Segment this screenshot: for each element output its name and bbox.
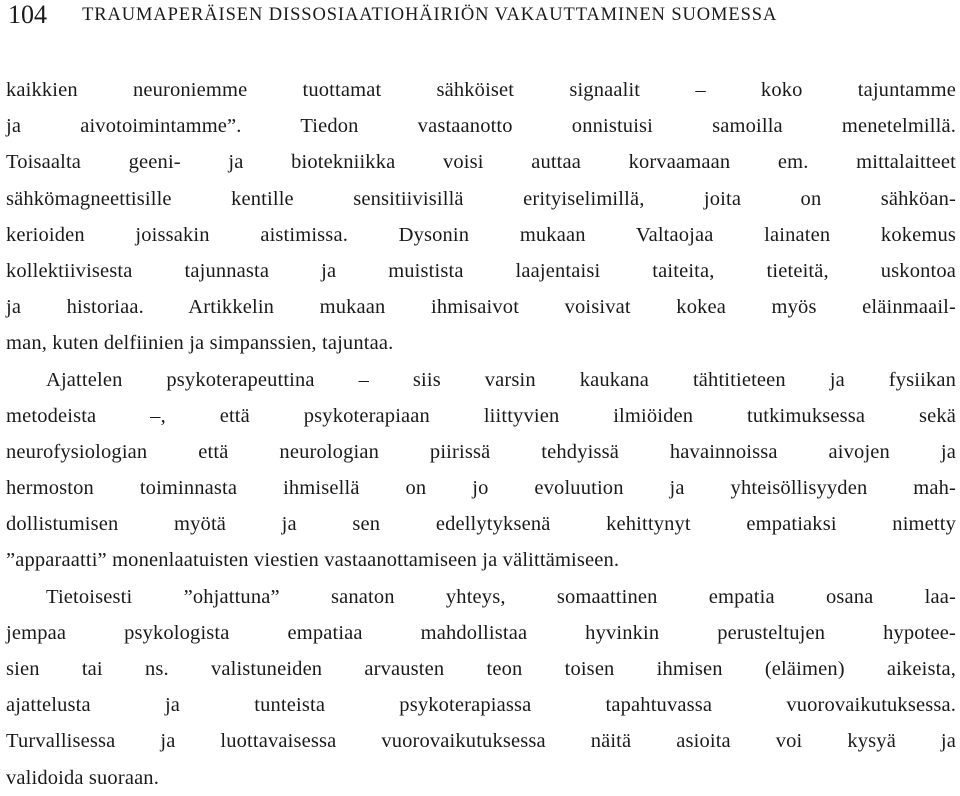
text-line: Toisaalta geeni- ja biotekniikka voisi auttaa korvaamaan em. mittalaitteet xyxy=(6,151,956,174)
text-line: jempaa psykologista empatiaa mahdollistaa hyvinkin perusteltujen hypotee- xyxy=(6,621,956,644)
text-line: kollektiivisesta tajunnasta ja muistista laajentaisi taiteita, tieteitä, uskontoa xyxy=(6,259,956,282)
text-line: kerioiden joissakin aistimissa. Dysonin mukaan Valtaojaa lainaten kokemus xyxy=(6,223,956,246)
text-line: ”apparaatti” monenlaatuisten viestien vastaanottamiseen ja välittämiseen. xyxy=(6,549,620,572)
text-line: ajattelusta ja tunteista psykoterapiassa tapahtuvassa vuorovaikutuksessa. xyxy=(6,694,956,717)
running-title: TRAUMAPERÄISEN DISSOSIAATIOHÄIRIÖN VAKAUTTAMINEN SUOMESSA xyxy=(82,5,778,25)
text-line: kaikkien neuroniemme tuottamat sähköiset signaalit – koko tajuntamme xyxy=(6,79,956,101)
text-line: sähkömagneettisille kentille sensitiivisillä erityiselimillä, joita on sähköan- xyxy=(6,187,956,210)
text-line: man, kuten delfiinien ja simpanssien, tajuntaa. xyxy=(6,332,394,355)
text-line: sien tai ns. valistuneiden arvausten teon toisen ihmisen (eläimen) aikeista, xyxy=(6,658,956,680)
running-head xyxy=(8,0,777,30)
text-line: Tietoisesti ”ohjattuna” sanaton yhteys, somaattinen empatia osana laa- xyxy=(46,585,956,608)
text-line: validoida suoraan. xyxy=(6,766,159,789)
text-line: ja historiaa. Artikkelin mukaan ihmisaivot voisivat kokea myös eläinmaail- xyxy=(6,296,956,319)
text-line: metodeista –, että psykoterapiaan liittyvien ilmiöiden tutkimuksessa sekä xyxy=(6,404,956,427)
body-text xyxy=(6,72,956,796)
text-line: ja aivotoimintamme”. Tiedon vastaanotto onnistuisi samoilla menetelmillä. xyxy=(6,115,956,138)
text-line: dollistumisen myötä ja sen edellytyksenä kehittynyt empatiaksi nimetty xyxy=(6,513,956,536)
text-line: neurofysiologian että neurologian piirissä tehdyissä havainnoissa aivojen ja xyxy=(6,440,956,463)
text-line: Ajattelen psykoterapeuttina – siis varsin kaukana tähtitieteen ja fysiikan xyxy=(46,368,956,391)
page-number: 104 xyxy=(8,0,47,29)
text-line: hermoston toiminnasta ihmisellä on jo evoluution ja yhteisöllisyyden mah- xyxy=(6,477,956,500)
text-line: Turvallisessa ja luottavaisessa vuorovaikutuksessa näitä asioita voi kysyä ja xyxy=(6,730,956,753)
